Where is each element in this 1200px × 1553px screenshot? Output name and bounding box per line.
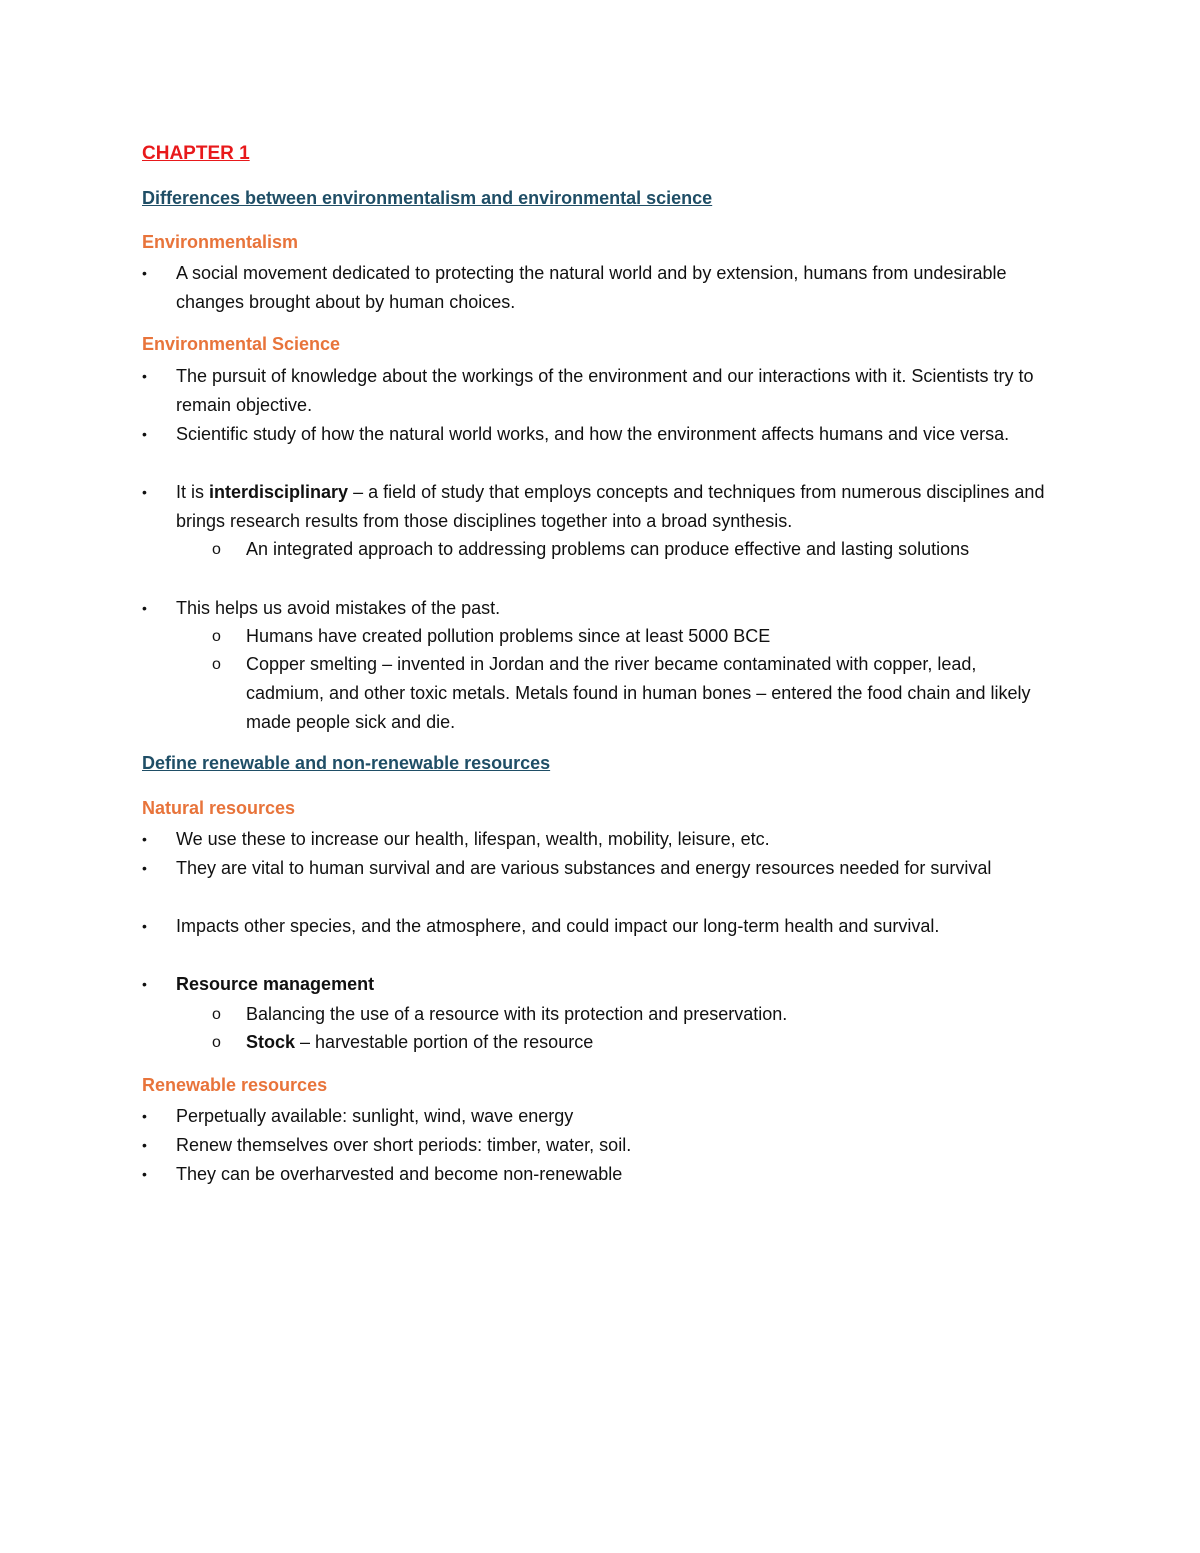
bullet-icon: •	[142, 600, 147, 616]
section-title-differences: Differences between environmentalism and environmental science	[142, 188, 713, 208]
sub-bullet-icon: o	[212, 1006, 221, 1023]
bullet-icon: •	[142, 368, 147, 384]
sub-bullet-icon: o	[212, 1034, 221, 1051]
sub-list-item-stock	[246, 1028, 1056, 1057]
list-item-renewable-2: Renew themselves over short periods: timber, water, soil.	[176, 1135, 632, 1155]
list-item-environmentalism-1: A social movement dedicated to protecting the natural world and by extension, humans from undesirable changes brought about by human choices.	[176, 263, 1007, 312]
sub-bullet-icon: o	[212, 541, 221, 558]
list-item-env-science-2: Scientific study of how the natural world works, and how the environment affects humans and vice versa.	[176, 424, 1010, 444]
bullet-icon: •	[142, 918, 147, 934]
bullet-icon: •	[142, 1137, 147, 1153]
chapter-title: CHAPTER 1	[142, 143, 250, 164]
sub-list-item-pollution-history: Humans have created pollution problems since at least 5000 BCE	[246, 626, 771, 646]
heading-environmental-science: Environmental Science	[142, 334, 341, 354]
bullet-icon: •	[142, 1166, 147, 1182]
bold-term-interdisciplinary: interdisciplinary	[209, 482, 349, 502]
bold-term-stock: Stock	[246, 1032, 296, 1052]
list-item-renewable-3: They can be overharvested and become non-renewable	[176, 1164, 623, 1184]
list-item-natural-2: They are vital to human survival and are various substances and energy resources needed for survival	[176, 858, 992, 878]
list-item-env-science-4: This helps us avoid mistakes of the past.	[176, 598, 501, 618]
list-item-env-science-3	[176, 478, 1056, 536]
list-item-renewable-1: Perpetually available: sunlight, wind, wave energy	[176, 1106, 574, 1126]
list-item-env-science-1: The pursuit of knowledge about the workings of the environment and our interactions with it. Scientists try to remain objective.	[176, 366, 1034, 415]
bullet-icon: •	[142, 976, 147, 992]
sub-bullet-icon: o	[212, 656, 221, 673]
list-item-natural-1: We use these to increase our health, lifespan, wealth, mobility, leisure, etc.	[176, 829, 770, 849]
section-title-resources: Define renewable and non-renewable resources	[142, 753, 551, 773]
sub-bullet-icon: o	[212, 628, 221, 645]
heading-natural-resources: Natural resources	[142, 798, 296, 818]
bullet-icon: •	[142, 831, 147, 847]
bullet-icon: •	[142, 1108, 147, 1124]
bullet-icon: •	[142, 265, 147, 281]
sub-list-item-copper-smelting: Copper smelting – invented in Jordan and the river became contaminated with copper, lead, cadmium, and other toxic metals. Metals found in human bones – entered the food chain and likely made people sick and die.	[246, 654, 1031, 732]
heading-environmentalism: Environmentalism	[142, 232, 299, 252]
item-text: It is	[176, 482, 210, 502]
sub-list-item-balancing: Balancing the use of a resource with its protection and preservation.	[246, 1004, 788, 1024]
list-item-resource-management: Resource management	[176, 974, 375, 994]
bullet-icon: •	[142, 860, 147, 876]
list-item-natural-3: Impacts other species, and the atmosphere, and could impact our long-term health and survival.	[176, 916, 940, 936]
heading-renewable-resources: Renewable resources	[142, 1075, 328, 1095]
bullet-icon: •	[142, 426, 147, 442]
bullet-icon: •	[142, 484, 147, 500]
item-text: – a field of study that employs concepts and techniques from numerous disciplines and brings research results from those disciplines together into a broad synthesis.	[176, 482, 1045, 531]
sub-list-item-integrated-approach: An integrated approach to addressing problems can produce effective and lasting solutions	[246, 539, 970, 559]
item-text: – harvestable portion of the resource	[295, 1032, 594, 1052]
